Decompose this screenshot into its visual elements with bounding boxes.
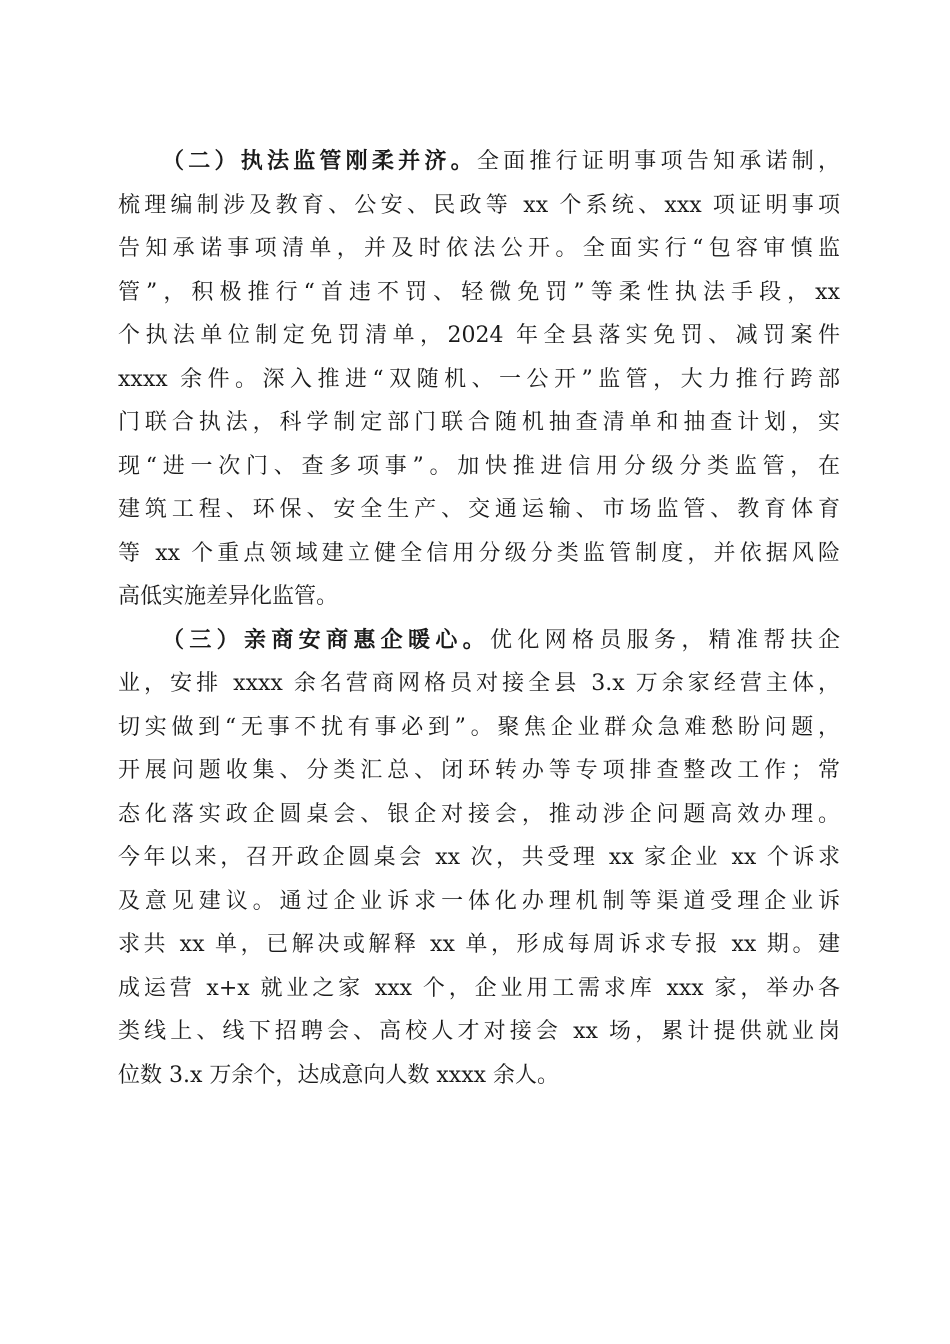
document-body xyxy=(118,140,840,1097)
text-line: 及意见建议。通过企业诉求一体化办理机制等渠道受理企业诉 xyxy=(118,888,840,914)
text-line: 建筑工程、环保、安全生产、交通运输、市场监管、教育体育 xyxy=(118,497,840,522)
paragraph-first-line xyxy=(118,619,840,663)
paragraph-business-support xyxy=(118,619,840,1098)
text-line: 开展问题收集、分类汇总、闭环转办等专项排查整改工作；常 xyxy=(118,758,840,783)
text-line: 切实做到“无事不扰有事必到”。聚焦企业群众急难愁盼问题， xyxy=(118,714,840,740)
paragraph-heading: （三）亲商安商惠企暖心。 xyxy=(162,626,490,653)
text-line: 业，安排 xxxx 余名营商网格员对接全县 3.x 万余家经营主体， xyxy=(118,671,840,696)
text-line: 门联合执法，科学制定部门联合随机抽查清单和抽查计划，实 xyxy=(118,410,840,435)
text-line: 类线上、线下招聘会、高校人才对接会 xx 场，累计提供就业岗 xyxy=(118,1019,840,1044)
paragraph-heading: （二）执法监管刚柔并济。 xyxy=(162,148,477,174)
text-line: 态化落实政企圆桌会、银企对接会，推动涉企问题高效办理。 xyxy=(118,801,840,827)
text-line: 管”，积极推行“首违不罚、轻微免罚”等柔性执法手段，xx xyxy=(118,279,840,305)
text-line: 优化网格员服务，精准帮扶企 xyxy=(490,627,840,653)
text-line: 今年以来，召开政企圆桌会 xx 次，共受理 xx 家企业 xx 个诉求 xyxy=(118,845,840,870)
paragraph-enforcement-supervision xyxy=(118,140,840,619)
text-line: 等 xx 个重点领域建立健全信用分级分类监管制度，并依据风险 xyxy=(118,540,840,566)
text-line: 位数 3.x 万余个，达成意向人数 xxxx 余人。 xyxy=(118,1062,560,1088)
text-line: 全面推行证明事项告知承诺制， xyxy=(476,149,840,174)
text-line: 梳理编制涉及教育、公安、民政等 xx 个系统、xxx 项证明事项 xyxy=(118,192,840,218)
text-line: 成运营 x+x 就业之家 xxx 个，企业用工需求库 xxx 家，举办各 xyxy=(118,975,840,1001)
paragraph-first-line xyxy=(118,140,840,184)
text-line: 个执法单位制定免罚清单，2024 年全县落实免罚、减罚案件 xyxy=(118,323,840,348)
text-line: 告知承诺事项清单，并及时依法公开。全面实行“包容审慎监 xyxy=(118,236,840,261)
text-line: 求共 xx 单，已解决或解释 xx 单，形成每周诉求专报 xx 期。建 xyxy=(118,932,840,957)
text-line: xxxx 余件。深入推进“双随机、一公开”监管，大力推行跨部 xyxy=(118,366,840,392)
text-line: 现“进一次门、查多项事”。加快推进信用分级分类监管，在 xyxy=(118,453,840,479)
text-line: 高低实施差异化监管。 xyxy=(118,584,339,609)
